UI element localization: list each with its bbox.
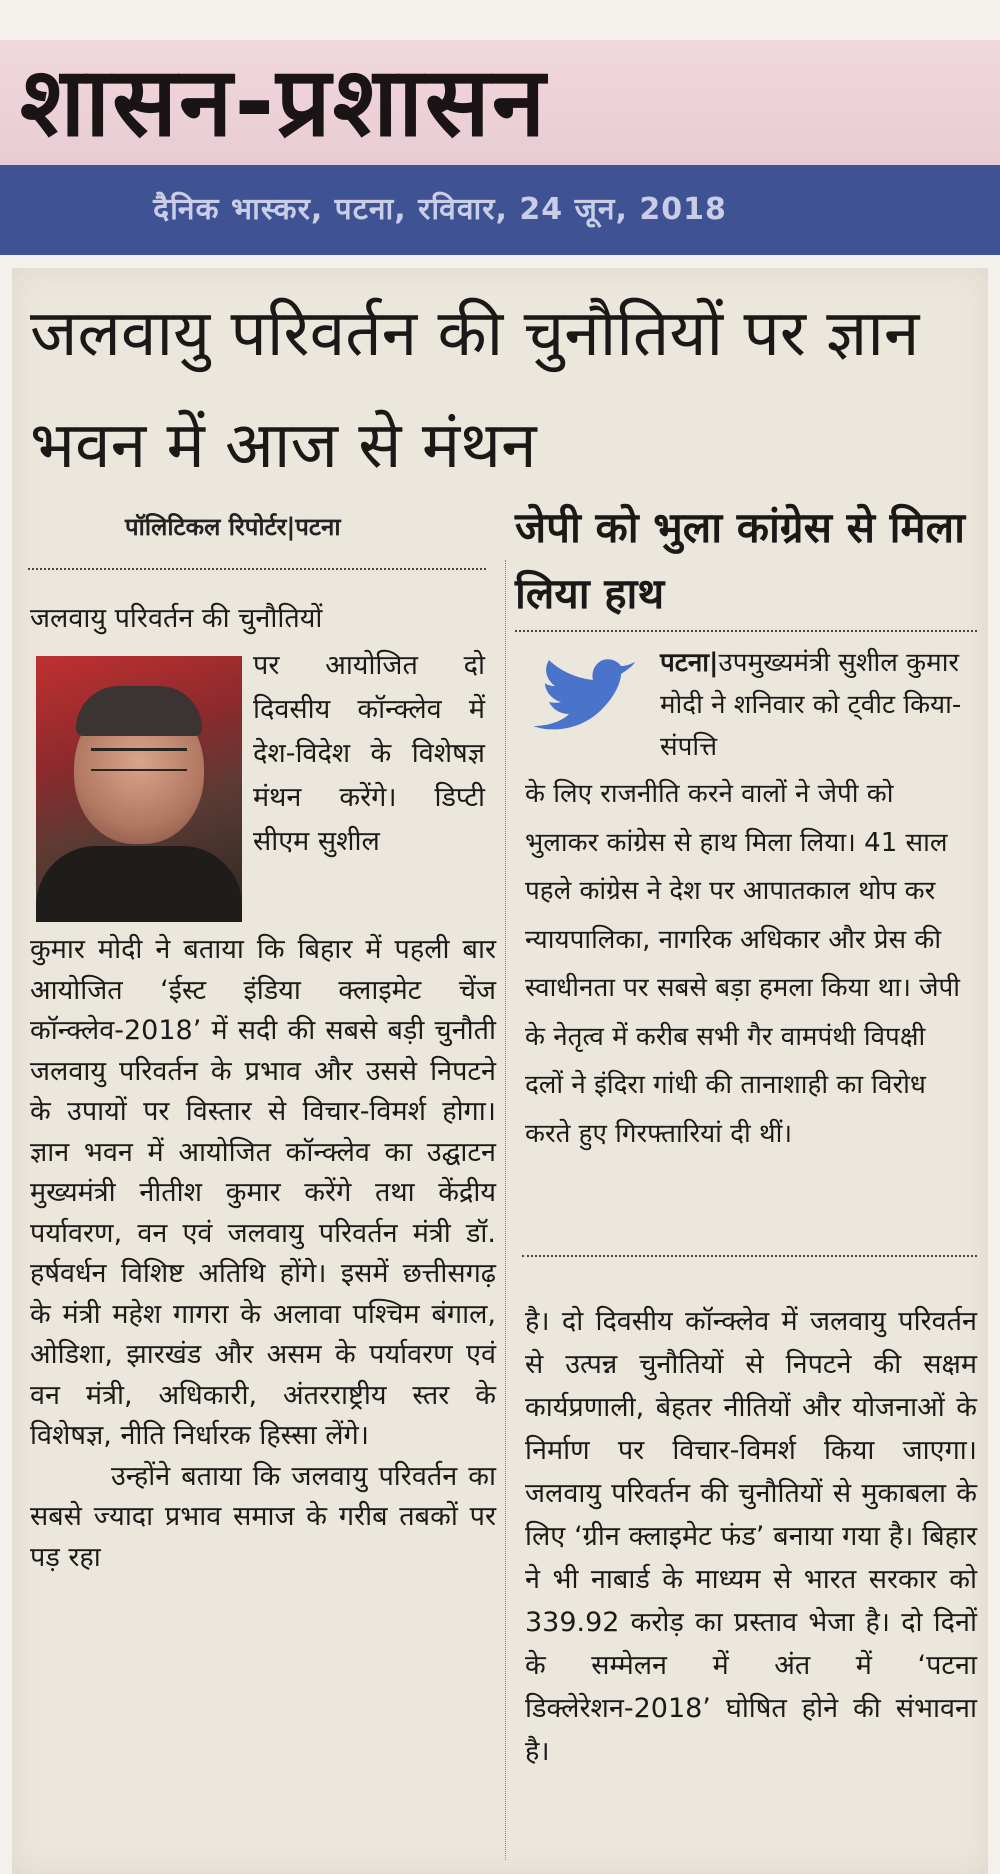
divider [28, 568, 486, 570]
body-paragraph-2: उन्होंने बताया कि जलवायु परिवर्तन का सबसे ज्यादा प्रभाव समाज के गरीब तबकों पर पड़ रहा [30, 1460, 496, 1573]
side-story-lead-text: उपमुख्यमंत्री सुशील कुमार मोदी ने शनिवार को ट्वीट किया- संपत्ति [660, 648, 962, 762]
photo-shirt [36, 846, 242, 922]
photo-sushil-modi [36, 656, 242, 922]
body-paragraph-1: कुमार मोदी ने बताया कि बिहार में पहली बार आयोजित ‘ईस्ट इंडिया क्लाइमेट चेंज कॉन्क्लेव-2018’ में सदी की सबसे बड़ी चुनौती जलवायु परिवर्तन के प्रभाव और उससे निपटने के उपायों पर विस्तार से विचार-विमर्श होगा। ज्ञान भवन में आयोजित कॉन्क्लेव का उद्घाटन मुख्यमंत्री नीतीश कुमार करेंगे तथा केंद्रीय पर्यावरण, वन एवं जलवायु परिवर्तन मंत्री डॉ. हर्षवर्धन विशिष्ट अतिथि होंगे। इसमें छत्तीसगढ़ के मंत्री महेश गागरा के अलावा पश्चिम बंगाल, ओडिशा, झारखंड और असम के पर्यावरण एवं वन मंत्री, अधिकारी, अंतरराष्ट्रीय स्तर के विशेषज्ञ, नीति निर्धारक हिस्सा लेंगे। [30, 934, 496, 1451]
side-story-lead [660, 642, 970, 768]
twitter-bird-icon [525, 656, 645, 746]
byline: पॉलिटिकल रिपोर्टर|पटना [125, 513, 341, 541]
lead-wrap-text: पर आयोजित दो दिवसीय कॉन्क्लेव में देश-विदेश के विशेषज्ञ मंथन करेंगे। डिप्टी सीएम सुशील [253, 650, 485, 857]
column-rule [505, 560, 506, 1860]
divider [522, 1255, 977, 1257]
lead-first-line: जलवायु परिवर्तन की चुनौतियों [30, 603, 323, 634]
photo-glasses [91, 748, 187, 771]
side-story-body: के लिए राजनीति करने वालों ने जेपी को भुलाकर कांग्रेस से हाथ मिला लिया। 41 साल पहले कांग्रेस ने देश पर आपातकाल थोप कर न्यायपालिका, नागरिक अधिकार और प्रेस की स्वाधीनता पर सबसे बड़ा हमला किया था। जेपी के नेतृत्व में करीब सभी गैर वामपंथी विपक्षी दलों ने इंदिरा गांधी की तानाशाही का विरोध करते हुए गिरफ्तारियां दी थीं। [525, 779, 960, 1149]
newspaper-dateline: दैनिक भास्कर, पटना, रविवार, 24 जून, 2018 [153, 192, 727, 227]
main-headline: जलवायु परिवर्तन की चुनौतियों पर ज्ञान भवन में आज से मंथन [30, 297, 920, 483]
photo-hair [76, 686, 202, 736]
divider [515, 630, 977, 632]
main-story-continuation: है। दो दिवसीय कॉन्क्लेव में जलवायु परिवर्तन से उत्पन्न चुनौतियों से निपटने की सक्षम कार्यप्रणाली, बेहतर नीतियों और योजनाओं के निर्माण पर विचार-विमर्श किया जाएगा। जलवायु परिवर्तन की चुनौतियों से मुकाबला के लिए ‘ग्रीन क्लाइमेट फंड’ बनाया गया है। बिहार ने भी नाबार्ड के माध्यम से भारत सरकार को 339.92 करोड़ का प्रस्ताव भेजा है। दो दिनों के सम्मेलन में अंत में ‘पटना डिक्लेरेशन-2018’ घोषित होने की संभावना है। [525, 1306, 977, 1767]
section-title: शासन-प्रशासन [20, 46, 548, 158]
main-story-body [30, 930, 496, 1578]
side-story-dateline: पटना| [660, 648, 719, 678]
side-headline: जेपी को भुला कांग्रेस से मिला लिया हाथ [515, 503, 965, 618]
